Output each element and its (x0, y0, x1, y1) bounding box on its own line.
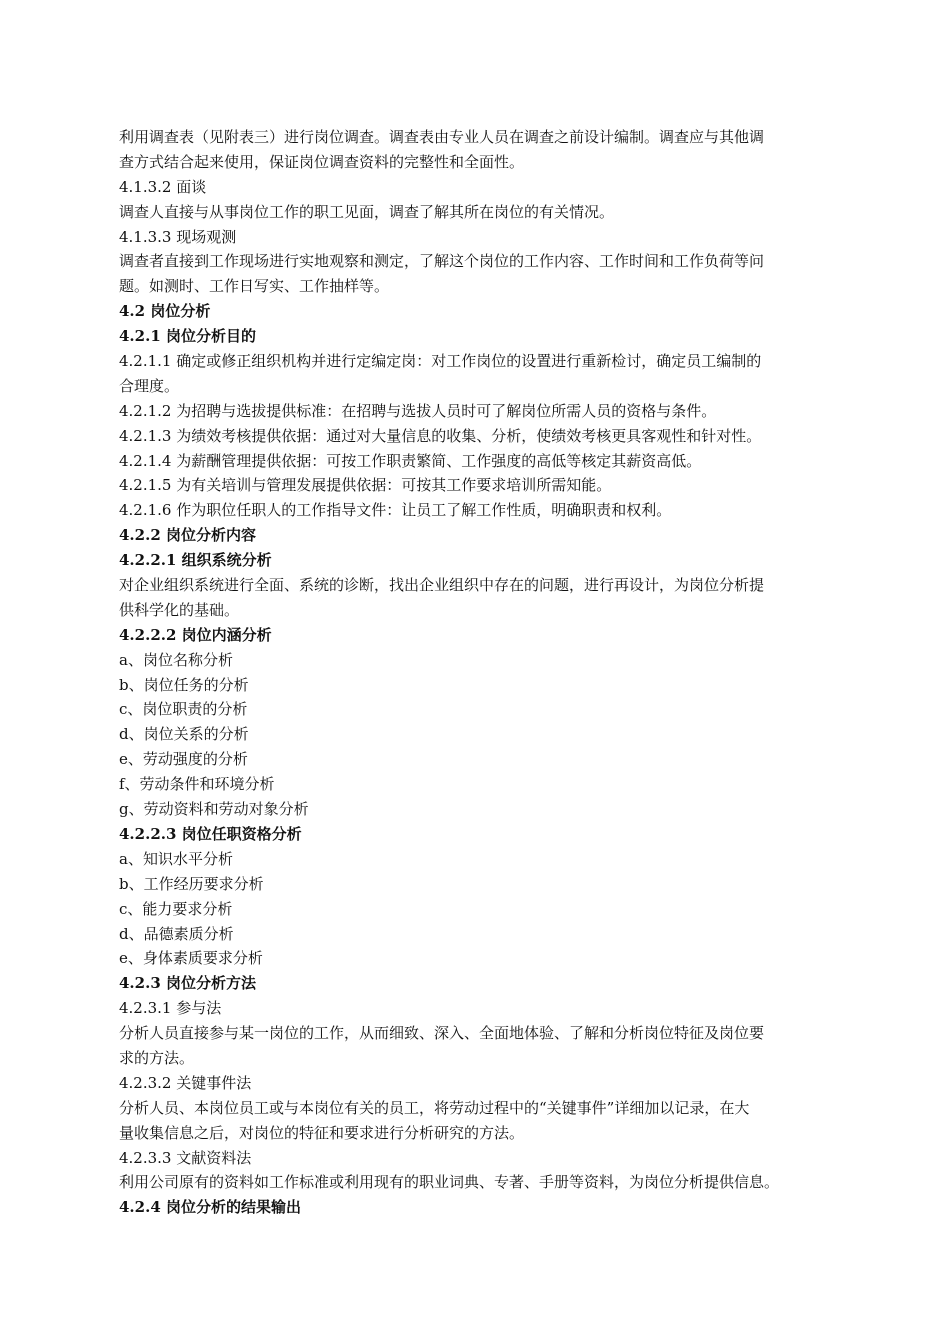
text-line: d、品德素质分析 (119, 924, 234, 943)
text-line: 对企业组织系统进行全面、系统的诊断，找出企业组织中存在的问题，进行再设计，为岗位分析提 (119, 576, 765, 595)
text-line: 分析人员直接参与某一岗位的工作，从而细致、深入、全面地体验、了解和分析岗位特征及岗位要 (119, 1024, 765, 1043)
text-line: 供科学化的基础。 (119, 600, 240, 619)
text-line: 利用公司原有的资料如工作标准或利用现有的职业词典、专著、手册等资料，为岗位分析提供信息。 (119, 1173, 780, 1192)
text-line: e、劳动强度的分析 (119, 750, 248, 769)
text-line: 4.2.3.3 文献资料法 (119, 1148, 252, 1167)
text-line: b、岗位任务的分析 (119, 675, 249, 694)
text-line: 查方式结合起来使用，保证岗位调查资料的完整性和全面性。 (119, 152, 525, 171)
section-heading: 4.2.4 岗位分析的结果输出 (119, 1198, 301, 1217)
text-line: 求的方法。 (119, 1048, 195, 1067)
text-line: 4.2.1.6 作为职位任职人的工作指导文件：让员工了解工作性质，明确职责和权利。 (119, 501, 672, 520)
section-heading: 4.2.1 岗位分析目的 (119, 327, 256, 346)
document-page (119, 125, 849, 1220)
text-line: 调查人直接与从事岗位工作的职工见面，调查了解其所在岗位的有关情况。 (119, 202, 615, 221)
section-heading: 4.2 岗位分析 (119, 302, 211, 321)
text-line: c、岗位职责的分析 (119, 700, 248, 719)
section-heading: 4.2.3 岗位分析方法 (119, 974, 256, 993)
text-line: 4.2.1.2 为招聘与选拔提供标准：在招聘与选拔人员时可了解岗位所需人员的资格与条件。 (119, 401, 717, 420)
section-heading: 4.2.2 岗位分析内容 (119, 526, 256, 545)
section-heading: 4.2.2.1 组织系统分析 (119, 551, 272, 570)
text-line: g、劳动资料和劳动对象分析 (119, 800, 309, 819)
text-line: a、知识水平分析 (119, 849, 233, 868)
text-line: e、身体素质要求分析 (119, 949, 263, 968)
section-heading: 4.2.2.2 岗位内涵分析 (119, 625, 272, 644)
text-line: 4.2.1.4 为薪酬管理提供依据：可按工作职责繁简、工作强度的高低等核定其薪资高低。 (119, 451, 702, 470)
section-heading: 4.2.2.3 岗位任职资格分析 (119, 824, 302, 843)
text-line: d、岗位关系的分析 (119, 725, 249, 744)
text-line: 调查者直接到工作现场进行实地观察和测定，了解这个岗位的工作内容、工作时间和工作负荷等问 (119, 252, 765, 271)
text-line: 4.2.3.1 参与法 (119, 999, 222, 1018)
text-line: 4.1.3.2 面谈 (119, 177, 207, 196)
text-line: 利用调查表（见附表三）进行岗位调查。调查表由专业人员在调查之前设计编制。调查应与其他调 (119, 128, 765, 146)
text-line: 分析人员、本岗位员工或与本岗位有关的员工，将劳动过程中的“关键事件”详细加以记录，在大 (119, 1098, 750, 1117)
text-line: b、工作经历要求分析 (119, 874, 264, 893)
text-line: 4.1.3.3 现场观测 (119, 227, 237, 246)
text-line: 量收集信息之后，对岗位的特征和要求进行分析研究的方法。 (119, 1123, 525, 1142)
text-line: 4.2.1.5 为有关培训与管理发展提供依据：可按其工作要求培训所需知能。 (119, 476, 612, 495)
text-line: a、岗位名称分析 (119, 650, 233, 669)
text-line: 题。如测时、工作日写实、工作抽样等。 (119, 277, 390, 296)
text-line: 4.2.3.2 关键事件法 (119, 1073, 252, 1092)
text-line: f、劳动条件和环境分析 (119, 775, 275, 794)
text-line: 4.2.1.3 为绩效考核提供依据：通过对大量信息的收集、分析，使绩效考核更具客观性和针对性。 (119, 426, 762, 445)
text-line: 4.2.1.1 确定或修正组织机构并进行定编定岗：对工作岗位的设置进行重新检讨，确定员工编制的 (119, 352, 762, 371)
text-line: 合理度。 (119, 376, 180, 395)
text-line: c、能力要求分析 (119, 899, 233, 918)
